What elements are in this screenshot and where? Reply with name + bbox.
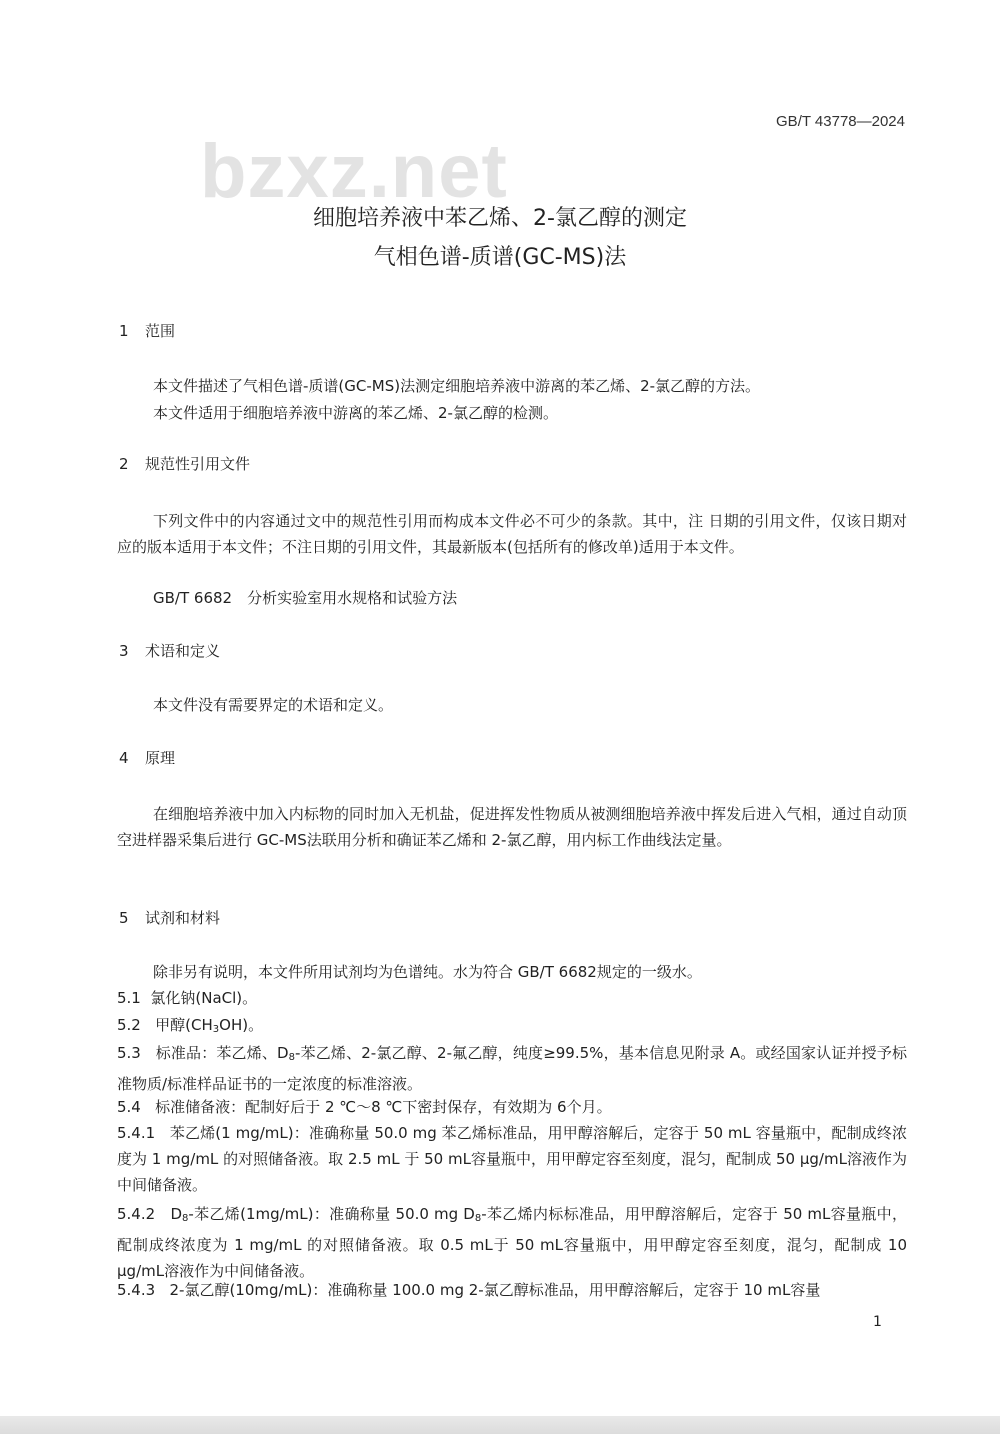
normative-reference: GB/T 6682 分析实验室用水规格和试验方法 [153, 589, 458, 607]
document-title-line1: 细胞培养液中苯乙烯、2-氯乙醇的测定 [313, 206, 687, 231]
section-heading-2 [119, 451, 250, 477]
clause-text: -苯乙烯、2-氯乙醇、2-氟乙醇，纯度≥99.5%，基本信息见附录 A。或经国家认证并授予标准物质/标准样品证书的一定浓度的标准溶液。 [117, 1044, 908, 1093]
clause-number: 5.3 [117, 1044, 141, 1062]
scope-paragraph-1: 本文件描述了气相色谱-质谱(GC-MS)法测定细胞培养液中游离的苯乙烯、2-氯乙醇的方法。 [153, 377, 761, 395]
section-heading-5 [119, 905, 220, 931]
clause-number: 5.4.2 [117, 1205, 156, 1223]
section-heading-1 [119, 318, 175, 344]
section-heading-3 [119, 638, 220, 664]
watermark: bzxz.net [200, 129, 508, 214]
clause-text: OH)。 [219, 1016, 264, 1034]
document-title-line2: 气相色谱-质谱(GC-MS)法 [373, 245, 627, 270]
reagents-intro: 除非另有说明，本文件所用试剂均为色谱纯。水为符合 GB/T 6682规定的一级水。 [153, 963, 702, 981]
section-number: 3 [119, 642, 129, 660]
clause-text: D [170, 1205, 183, 1223]
subscript: 8 [288, 1052, 295, 1063]
page-number: 1 [873, 1314, 882, 1330]
clause-number: 5.2 [117, 1016, 141, 1034]
subscript: 8 [182, 1213, 189, 1224]
section-number: 2 [119, 455, 129, 473]
clause-text: 标准储备液：配制好后于 2 ℃～8 ℃下密封保存，有效期为 6个月。 [155, 1098, 612, 1116]
section-number: 4 [119, 749, 129, 767]
normative-paragraph: 下列文件中的内容通过文中的规范性引用而构成本文件必不可少的条款。其中，注 日期的引用文件，仅该日期对应的版本适用于本文件；不注日期的引用文件，其最新版本(包括所有的修改单)适用于本文件。 [117, 512, 907, 556]
section-title: 原理 [145, 749, 176, 767]
standard-code: GB/T 43778—2024 [776, 113, 905, 130]
clause-5-2 [117, 1012, 263, 1043]
clause-text: 2-氯乙醇(10mg/mL)：准确称量 100.0 mg 2-氯乙醇标准品，用甲醇溶解后，定容于 10 mL容量 [169, 1281, 821, 1299]
clause-number: 5.1 [117, 989, 141, 1007]
section-title: 范围 [145, 322, 176, 340]
clause-5-1 [117, 985, 257, 1011]
section-heading-4 [119, 745, 175, 771]
section-number: 5 [119, 909, 129, 927]
clause-number: 5.4.1 [117, 1124, 156, 1142]
terms-paragraph: 本文件没有需要界定的术语和定义。 [153, 696, 394, 714]
clause-5-3 [117, 1040, 907, 1097]
subscript: 8 [474, 1213, 482, 1224]
section-number: 1 [119, 322, 129, 340]
section-title: 术语和定义 [145, 642, 221, 660]
clause-5-4 [117, 1094, 612, 1120]
clause-text: 苯乙烯(1 mg/mL)：准确称量 50.0 mg 苯乙烯标准品，用甲醇溶解后，定容于 50 mL 容量瓶中，配制成终浓度为 1 mg/mL 的对照储备液。取 2.5 mL 于 50 mL容量瓶中，用甲醇定容至刻度，混匀，配制成 50 μg/mL溶液作为中间储备液。 [117, 1124, 907, 1194]
clause-5-4-2 [117, 1201, 907, 1284]
clause-text: -苯乙烯内标标准品，用甲醇溶解后，定容于 50 mL容量瓶中，配制成终浓度为 1 mg/mL 的对照储备液。取 0.5 mL于 50 mL容量瓶中，用甲醇定容至刻度，混匀，配制成 10 μg/mL溶液作为中间储备液。 [117, 1205, 907, 1280]
clause-5-4-3 [117, 1277, 907, 1303]
scope-paragraph-2: 本文件适用于细胞培养液中游离的苯乙烯、2-氯乙醇的检测。 [153, 404, 558, 422]
subscript: 3 [212, 1024, 220, 1035]
clause-5-4-1 [117, 1120, 907, 1198]
clause-text: 甲醇(CH [155, 1016, 213, 1034]
clause-number: 5.4.3 [117, 1281, 156, 1299]
section-title: 规范性引用文件 [145, 455, 251, 473]
clause-text: -苯乙烯(1mg/mL)：准确称量 50.0 mg D [188, 1205, 475, 1223]
page-bottom-edge [0, 1416, 1000, 1434]
principle-paragraph: 在细胞培养液中加入内标物的同时加入无机盐，促进挥发性物质从被测细胞培养液中挥发后进入气相，通过自动顶空进样器采集后进行 GC-MS法联用分析和确证苯乙烯和 2-氯乙醇，用内标工作曲线法定量。 [117, 805, 907, 849]
clause-text: 标准品：苯乙烯、D [155, 1044, 289, 1062]
clause-text: 氯化钠(NaCl)。 [150, 989, 258, 1007]
section-title: 试剂和材料 [145, 909, 221, 927]
clause-number: 5.4 [117, 1098, 141, 1116]
